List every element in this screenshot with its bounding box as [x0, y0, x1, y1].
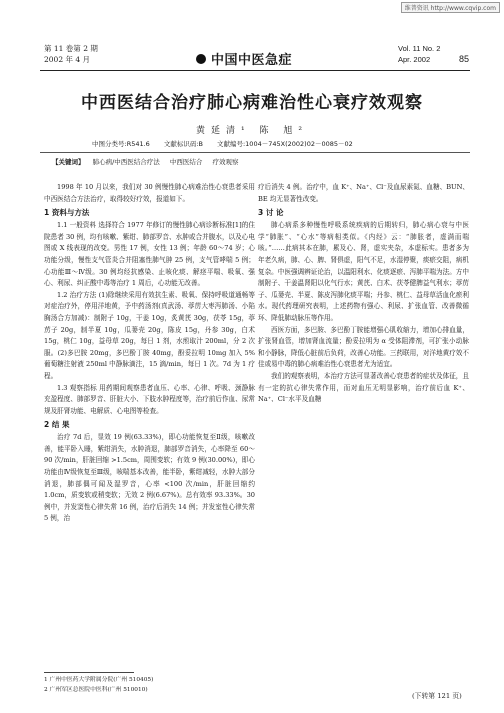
section-heading: 1 资料与方法	[44, 208, 90, 218]
body-paragraph: 1998 年 10 月以来，我们对 30 例慢性肺心病难治性心衰患者采用中西医结合方法治疗，取得较好疗效，报道如下。	[44, 183, 255, 203]
body-paragraph: 1.2 治疗方法 (1)除继续采用有效抗生素、吸氧、保持呼吸道通畅等对症治疗外，停用洋地黄，予中药汤剂(真武汤、葶苈大枣泻肺汤、小陷胸汤合方加减)：制附子 10g，干姜 10g，炙黄芪 30g，茯苓 15g，葶苈子 20g，制半夏 10g，瓜蒌壳 20g，陈皮 15g，丹参 30g，白术 15g，桃仁 10g，益母草 20g，每日 1 剂，水煎取汁 200ml，分 2 次服。(2)多巴胺 20mg，多巴酚丁胺 40mg，酚妥拉明 10mg 加入 5% 葡萄糖注射液 250ml 中静脉滴注，15 滴/min，每日 1 次。7d 为 1 疗程。	[44, 290, 255, 380]
article-meta	[92, 139, 472, 148]
footnotes	[44, 675, 153, 695]
date-en: Apr. 2002	[398, 55, 431, 64]
body-paragraph: 我们的观察表明，本治疗方法可显著改善心衰患者的症状及体征，且有一定的抗心律失常作用，而对血压无明显影响，治疗前后血 K⁺、Na⁺、Cl⁻水平及血糖	[258, 371, 469, 404]
header-right	[398, 43, 440, 65]
footnote: 2 广州军区总医院中医科(广州 510010)	[44, 687, 148, 693]
classification-number: 中图分类号:R541.6	[92, 140, 150, 148]
footnote: 1 广州中医药大学附属分院(广州 510405)	[44, 677, 154, 683]
page-number: 85	[459, 54, 470, 64]
journal-logo-icon	[196, 54, 206, 64]
journal-name: 中国中医急症	[211, 53, 293, 68]
watermark: 维普资讯 http://www.cqvip.com	[401, 2, 500, 13]
keyword: 疗效观察	[212, 158, 239, 166]
section-heading: 3 讨 论	[258, 208, 284, 218]
left-column	[44, 182, 255, 525]
keywords	[52, 157, 246, 166]
body-paragraph: 肺心病系多种慢性呼吸系统疾病的后期转归，肺心病心衰与中医学“肺胀”、“心水”等病相类似。《内经》云：“肺胀者，虚满而喘咳。”……此病其本在肺，累及心、肾，虚实夹杂，本虚标实。患者多为年老久病，肺、心、脾、肾俱虚，阳气不足，水湿停聚，痰瘀交阻，病机复杂。中医强调辨证论治，以温阳利水、化痰逐瘀、泻肺平喘为法。方中制附子、干姜温肾阳以化气行水；黄芪、白术、茯苓健脾益气利水；葶苈子、瓜蒌壳、半夏、陈皮泻肺化痰平喘；丹参、桃仁、益母草活血化瘀利水。现代药理研究表明，上述药物有强心、利尿、扩张血管、改善微循环、降低肺动脉压等作用。	[258, 221, 469, 322]
article-number: 文献编号:1004－745X(2002)02－0085－02	[216, 140, 353, 148]
volume-en: Vol. 11 No. 2	[398, 44, 441, 53]
header-rule	[40, 70, 470, 71]
body-paragraph: 西医方面，多巴胺、多巴酚丁胺能增强心肌收缩力，增加心排血量，扩张肾血管，增加肾血流量；酚妥拉明为 α 受体阻滞剂，可扩张小动脉和小静脉，降低心脏前后负荷，改善心功能。三药联用，对洋地黄疗效不佳或易中毒的肺心病难治性心衰患者尤为适宜。	[258, 325, 469, 369]
body-paragraph: 疗后消失 4 例。治疗中，血 K⁺、Na⁺、Cl⁻及血尿素氮、血糖、BUN、BE 均无显著性改变。	[258, 183, 469, 203]
right-column	[258, 182, 469, 406]
document-code: 文献标识码:B	[163, 140, 203, 148]
continued-note: (下转第 121 页)	[412, 692, 462, 700]
header-left	[44, 43, 98, 65]
date-cn: 2002 年 4 月	[44, 55, 91, 64]
volume-cn: 第 11 卷第 2 期	[44, 44, 98, 53]
journal-logo	[196, 49, 292, 68]
body-paragraph: 1.3 观察指标 用药期间观察患者血压、心率、心律、呼吸、颈静脉充盈程度、肺部罗音、肝脏大小、下肢水肿程度等，治疗前后作血、尿常规及肝肾功能、电解质、心电图等检查。	[44, 383, 255, 415]
keyword: 中西医结合	[169, 158, 203, 166]
footnote-rule	[44, 672, 134, 673]
keyword: 肺心病/中西医结合疗法	[92, 158, 160, 166]
body-paragraph: 治疗 7d 后，显效 19 例(63.33%)，即心功能恢复至Ⅱ级，咳嗽改善，能平卧入睡，紫绀消失，水肿消退，肺部罗音消失，心率降至 60～90 次/min，肝脏回缩 >1.5cm，周围变软；有效 9 例(30.00%)，即心功能由Ⅳ级恢复至Ⅲ级，咳喘基本改善，能半卧，紫绀减轻，水肿大部分消退，肺部偶可闻及湿罗音，心率 <100 次/min，肝脏回缩约 1.0cm，质变软或稍变软；无效 2 例(6.67%)。总有效率 93.33%。30 例中，并发窦性心律失常 16 例，治疗后消失 14 例；并发室性心律失常 5 例，治	[44, 433, 255, 523]
article-authors: 黄延清¹ 陈 旭²	[196, 126, 308, 136]
keywords-label: 【关键词】	[52, 158, 85, 166]
body-paragraph: 1.1 一般资料 选择符合 1977 年修订的慢性肺心病诊断标准[1]的住院患者 30 例，均有咳嗽、紫绀、肺部罗音、水肿或合并腹水，以及心电图或 X 线表现的改变。男性 17 例，女性 13 例；年龄 60～74 岁；心功能分级，慢性支气管炎合并阻塞性肺气肿 25 例，支气管哮喘 5 例；心功能Ⅲ～Ⅳ级。30 例均经抗感染、止咳化痰、解痉平喘、吸氧、强心、利尿、纠正酸中毒等治疗 1 周后，心功能无改善。	[44, 221, 255, 288]
article-title: 中西医结合治疗肺心病难治性心衰疗效观察	[81, 93, 423, 113]
meta-rule	[40, 152, 470, 153]
section-heading: 2 结 果	[44, 420, 70, 430]
